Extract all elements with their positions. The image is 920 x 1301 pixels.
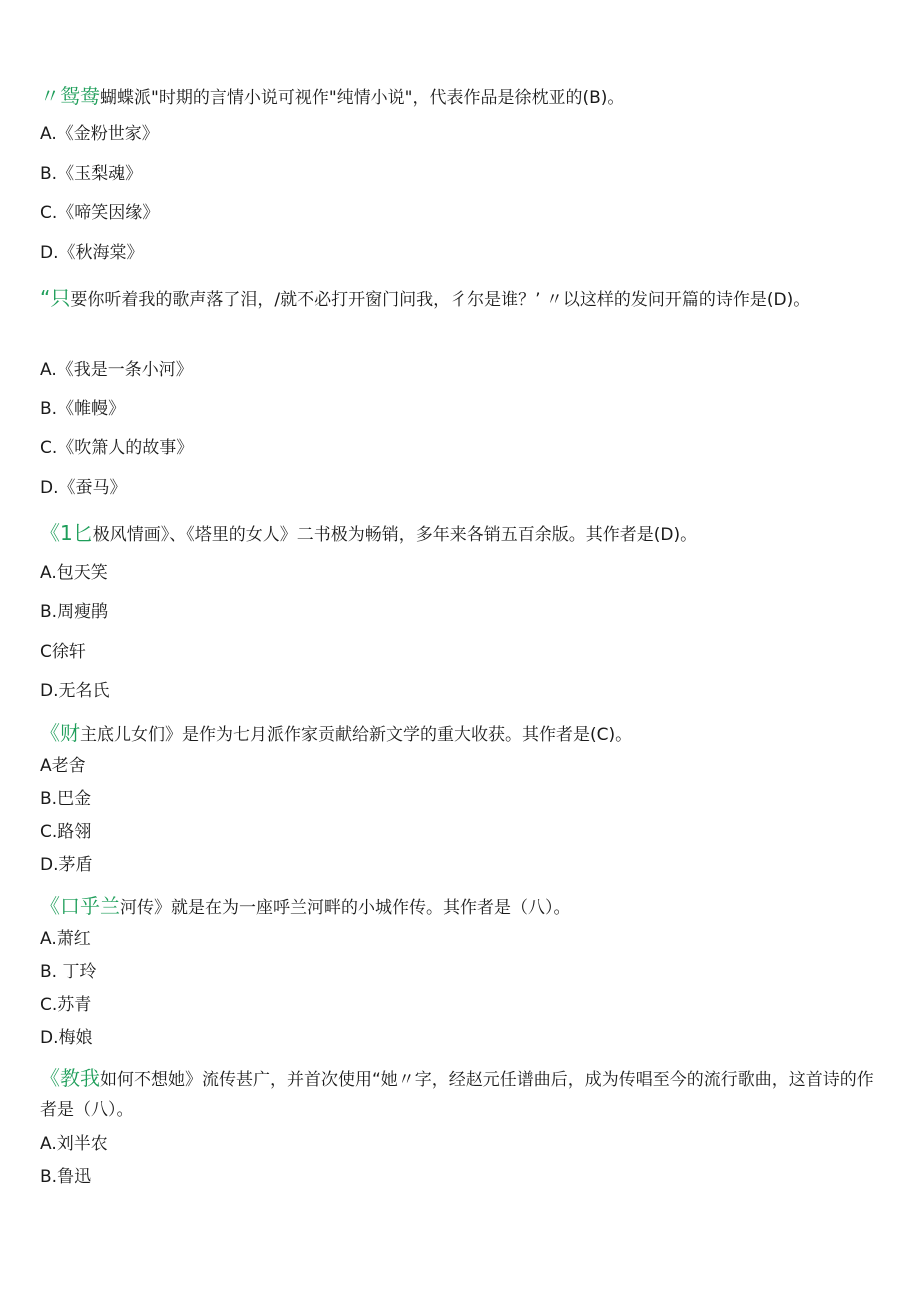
option-3b: B.周瘦鹃 (40, 602, 109, 622)
option-1c: C.《啼笑因缘》 (40, 203, 160, 223)
option-5c: C.苏青 (40, 995, 92, 1015)
question-2 (40, 283, 880, 315)
question-3 (40, 518, 880, 550)
question-3-lead: 《1匕 (40, 521, 93, 545)
question-6-text: 如何不想她》流传甚广，并首次使用“她〃字，经赵元任谱曲后，成为传唱至今的流行歌曲，这首诗的作者是（八）。 (40, 1070, 874, 1120)
question-5-lead: 《口乎兰 (40, 894, 120, 918)
option-5d: D.梅娘 (40, 1028, 93, 1048)
question-1-text: 蝴蝶派"时期的言情小说可视作"纯情小说"，代表作品是徐枕亚的(B)。 (100, 88, 625, 108)
question-6 (40, 1063, 880, 1125)
question-1 (40, 81, 880, 113)
option-2d: D.《蚕马》 (40, 478, 127, 498)
option-6b: B.鲁迅 (40, 1167, 92, 1187)
option-1a: A.《金粉世家》 (40, 124, 159, 144)
question-4-lead: 《财 (40, 721, 80, 745)
option-5b: B. 丁玲 (40, 962, 97, 982)
option-1d: D.《秋海棠》 (40, 243, 144, 263)
question-4 (40, 718, 880, 750)
question-3-text: 极风情画》、《塔里的女人》二书极为畅销，多年来各销五百余版。其作者是(D)。 (92, 525, 698, 545)
question-1-lead: 〃鸳鸯 (40, 84, 100, 108)
option-5a: A.萧红 (40, 929, 91, 949)
question-5-text: 河传》就是在为一座呼兰河畔的小城作传。其作者是（八）。 (120, 898, 571, 918)
question-2-lead: “只 (40, 286, 71, 310)
question-2-text: 要你听着我的歌声落了泪，/就不必打开窗门问我，彳尔是谁？’ 〃以这样的发问开篇的诗作是(D)。 (70, 290, 811, 310)
question-4-text: 主底儿女们》是作为七月派作家贡献给新文学的重大收获。其作者是(C)。 (80, 725, 633, 745)
option-6a: A.刘半农 (40, 1134, 108, 1154)
option-4a: A老舍 (40, 756, 86, 776)
option-1b: B.《玉梨魂》 (40, 164, 143, 184)
option-2b: B.《帷幔》 (40, 399, 126, 419)
option-2a: A.《我是一条小河》 (40, 360, 193, 380)
option-3a: A.包天笑 (40, 563, 108, 583)
option-2c: C.《吹箫人的故事》 (40, 438, 194, 458)
question-5 (40, 891, 880, 923)
option-4c: C.路翎 (40, 822, 92, 842)
option-3c: C徐轩 (40, 642, 86, 662)
question-6-lead: 《教我 (40, 1066, 100, 1090)
option-3d: D.无名氏 (40, 681, 110, 701)
option-4d: D.茅盾 (40, 855, 93, 875)
option-4b: B.巴金 (40, 789, 92, 809)
